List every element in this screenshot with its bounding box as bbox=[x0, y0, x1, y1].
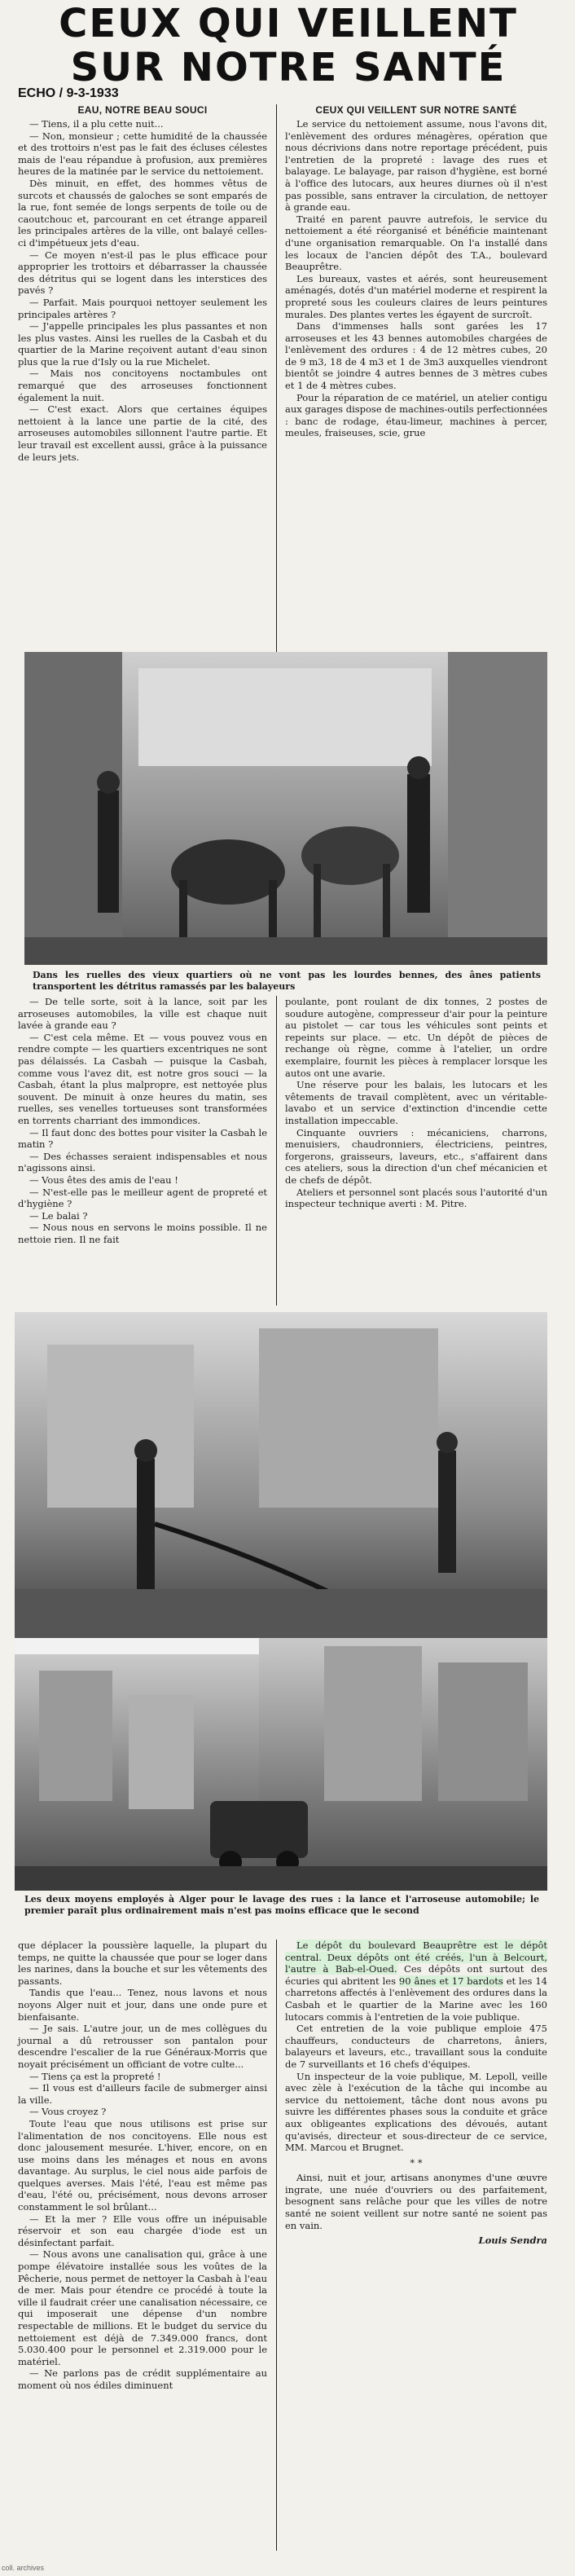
paragraph: Tandis que l'eau... Tenez, nous lavons et nous noyons Alger nuit et jour, dans une onde pure et bienfaisante. bbox=[18, 1987, 267, 2023]
paragraph: — Le balai ? bbox=[29, 1209, 88, 1222]
photo-donkeys-casbah bbox=[24, 652, 547, 965]
right-column-1 bbox=[285, 104, 547, 439]
paragraph: — N'est-elle pas le meilleur agent de propreté et d'hygiène ? bbox=[18, 1186, 267, 1210]
paragraph: Toute l'eau que nous utilisons est prise sur l'alimentation de nos concitoyens. Elle nous est donc jalousement mesurée. L'hiver, encore, on en use moins dans les ménages et nous en avons davantage. Au surplus, le ciel nous aide parfois de quelques averses. Mais l'été, l'eau est même pas d'eau, l'été ou, précisément, nous devons arroser constamment le sol brûlant... bbox=[18, 2117, 267, 2213]
paragraph: — Il vous est d'ailleurs facile de submerger ainsi la ville. bbox=[18, 2082, 267, 2106]
paragraph: — Et la mer ? Elle vous offre un inépuisable réservoir et son eau chargée d'iode est un désinfectant parfait. bbox=[18, 2213, 267, 2248]
paragraph: — C'est cela même. Et — vous pouvez vous en rendre compte — les quartiers excentriques ne sont pas délaissés. La Casbah — puisque la Casbah, comme vous l'avez dit, est notre gros souci — la Casbah, étant la plus malpropre, est nettoyée plus souvent. De minuit à onze heures du matin, ses ruelles, ses venelles tortueuses sont transformées en torrents charriant des immondices. bbox=[18, 1031, 267, 1126]
paragraph: — Ce moyen n'est-il pas le plus efficace pour approprier les trottoirs et débarrasser la chaussée des détritus qui se logent dans les interstices des pavés ? bbox=[18, 249, 267, 297]
headline-line-2: SUR NOTRE SANTÉ bbox=[70, 45, 507, 90]
left-column-2 bbox=[18, 996, 267, 1245]
paragraph: Les bureaux, vastes et aérés, sont heureusement aménagés, dotés d'un matériel moderne et respirent la propreté sous les couleurs claires de leurs peintures murales. Des plantes vertes les égayent de surcroît. bbox=[285, 272, 547, 320]
paragraph: — Nous avons une canalisation qui, grâce à une pompe élévatoire installée sous les voûtes de la Pêcherie, nous permet de nettoyer la Casbah à l'eau de mer. Mais pour étendre ce procédé à toute la ville il faudrait créer une canalisation nécessaire, ce qui imposerait une dépense d'un nombre respectable de millions. Et le budget du service du nettoiement est déjà de 7.349.000 francs, dont 5.030.400 pour le personnel et 2.319.000 pour le matériel. bbox=[18, 2248, 267, 2367]
column-rule bbox=[276, 1940, 277, 2551]
paragraph: — Je sais. L'autre jour, un de mes collègues du journal a dû retrousser son pantalon pour descendre l'escalier de la rue Généraux-Morris que noyait précisément un officiant de votre culte... bbox=[18, 2023, 267, 2070]
text-span: Ces dépôts ont surtout des écuries qui abritent les bbox=[285, 1963, 547, 1987]
paragraph: Dès minuit, en effet, des hommes vêtus de surcots et chaussés de galoches se sont emparés de la rue, font semée de longs serpents de toile ou de caoutchouc et, parcourant en cet étrange appareil les principales artères de la ville, ont balayé celles-ci d'impétueux jets d'eau. bbox=[18, 177, 267, 249]
paragraph: Une réserve pour les balais, les lutocars et les vêtements de travail complètent, avec un véritable-lavabo et un service d'extinction d'incendie cette installation impeccable. bbox=[285, 1079, 547, 1126]
column-rule bbox=[276, 104, 277, 658]
dateline: ECHO / 9-3-1933 bbox=[18, 86, 119, 100]
photo-donkeys-image bbox=[24, 652, 547, 965]
paragraph: — J'appelle principales les plus passantes et non les plus vastes. Ainsi les ruelles de la Casbah et du quartier de la Marine reçoivent autant d'eau sinon plus que la rue d'Isly ou la rue Michelet. bbox=[18, 320, 267, 368]
paragraph: Pour la réparation de ce matériel, un atelier contigu aux garages dispose de machines-outils perfectionnées : banc de rodage, étau-limeur, machines à percer, meules, fraiseuses, scie, grue bbox=[285, 391, 547, 439]
caption-donkeys: Dans les ruelles des vieux quartiers où ne vont pas les lourdes bennes, des ânes patients transportent les détritus ramassés par les balayeurs bbox=[33, 970, 541, 992]
highlight-depot-central: Le dépôt du boulevard Beauprêtre est le dépôt central. Deux dépôts ont été créés, l'un à Belcourt, l'autre à Bab-el-Oued. bbox=[285, 1940, 547, 1975]
archive-mark: coll. archives bbox=[2, 2564, 45, 2572]
paragraph: Dans d'immenses halls sont garées les 17 arroseuses et les 43 bennes automobiles chargées de l'enlèvement des ordures : 4 de 12 mètres cubes, 20 de 9 m3, 18 de 4 m3 et 1 de 3m3 auxquelles viendront bientôt se joindre 4 autres bennes de 3 mètres cubes et 1 de 4 mètres cubes. bbox=[285, 320, 547, 392]
left-column-1 bbox=[18, 104, 267, 463]
paragraph-highlighted bbox=[285, 1940, 547, 2023]
paragraph: Traité en parent pauvre autrefois, le service du nettoiement a été réorganisé et bénéficie maintenant d'une organisation remarquable. On l'a installé dans les locaux de l'ancien dépôt des T.A., boulevard Beauprêtre. bbox=[285, 213, 547, 273]
left-column-3 bbox=[18, 1940, 267, 2392]
paragraph: — Vous êtes des amis de l'eau ! bbox=[29, 1174, 178, 1186]
subtitle-right: CEUX QUI VEILLENT SUR NOTRE SANTÉ bbox=[315, 104, 517, 116]
author-signature: Louis Sendra bbox=[478, 2235, 547, 2247]
right-column-3 bbox=[285, 1940, 547, 2247]
paragraph: que déplacer la poussière laquelle, la plupart du temps, ne quitte la chaussée que pour se loger dans les narines, dans la bouche et sur les vêtements des passants. bbox=[18, 1940, 267, 1987]
highlight-donkeys-count: 90 ânes et 17 bardots bbox=[398, 1975, 503, 1987]
paragraph: — Mais nos concitoyens noctambules ont remarqué que des arroseuses fonctionnent également la nuit. bbox=[18, 368, 267, 403]
paragraph: poulante, pont roulant de dix tonnes, 2 postes de soudure autogène, compresseur d'air pour la peinture au pistolet — car tous les véhicules sont peints et repeints sur place. — etc. Un dépôt de pièces de rechange où règne, comme à l'atelier, un ordre exemplaire, fournit les pièces à remplacer lorsque les autos ont une avarie. bbox=[285, 996, 547, 1079]
page-headline bbox=[11, 2, 565, 90]
paragraph: Le service du nettoiement assume, nous l'avons dit, l'enlèvement des ordures ménagères, opération que nous décrivions dans notre reportage précédent, puis l'entretien de la propreté : lavage des rues et balayage. Le balayage, par raison d'hygiène, est borné à l'office des lutocars, aux heures diurnes où il n'est pas possible, sans entraver la circulation, de nettoyer à grande eau. bbox=[285, 118, 547, 214]
paragraph: — Vous croyez ? bbox=[29, 2106, 107, 2118]
paragraph: — Ne parlons pas de crédit supplémentaire au moment où nos édiles diminuent bbox=[18, 2367, 267, 2391]
subtitle-left: EAU, NOTRE BEAU SOUCI bbox=[77, 104, 208, 116]
paragraph: Cinquante ouvriers : mécaniciens, charrons, menuisiers, chaudronniers, électriciens, peintres, forgerons, graisseurs, laveurs, etc., s'affairent dans ces ateliers, sous la direction d'un chef mécanicien et de chefs de dépôt. bbox=[285, 1126, 547, 1186]
paragraph: — De telle sorte, soit à la lance, soit par les arroseuses automobiles, la ville est chaque nuit lavée à grande eau ? bbox=[18, 996, 267, 1032]
paragraph: Un inspecteur de la voie publique, M. Lepoll, veille avec zèle à l'exécution de la tâche qui incombe au service du nettoiement, tâche dont nous avons pu suivre les différentes phases sous la conduite et grâce aux obligeantes explications des dévoués, autant qu'avisés, directeur et sous-directeur de ce service, MM. Marcou et Brugnet. bbox=[285, 2070, 547, 2154]
right-column-2 bbox=[285, 996, 547, 1210]
column-rule bbox=[276, 996, 277, 1306]
paragraph: — Tiens ça est la propreté ! bbox=[29, 2070, 161, 2082]
paragraph: — Non, monsieur ; cette humidité de la chaussée et des trottoirs n'est pas le fait des écluses célestes mais de l'eau répandue à profusion, aux premières heures de la matinée par le service du nettoiement. bbox=[18, 130, 267, 178]
paragraph: Ainsi, nuit et jour, artisans anonymes d'une œuvre ingrate, une nuée d'ouvriers ou des parfaitement, besognent sans relâche pour que les villes de notre santé ne soient veillent sur notre santé ne soient pas en vain. bbox=[285, 2172, 547, 2231]
text-span: et les 14 charretons affectés à l'enlèvement des ordures dans la Casbah et le quartier de la Marine avec les 160 lutocars commis à l'entretien de la voie publique. bbox=[285, 1975, 547, 2023]
section-stars: * * bbox=[410, 2156, 423, 2169]
paragraph: — Des échasses seraient indispensables et nous n'agissons ainsi. bbox=[18, 1150, 267, 1174]
paragraph: — C'est exact. Alors que certaines équipes nettoient à la lance une partie de la cité, des arroseuses automobiles sillonnent l'autre partie. Et leur travail est excellent aussi, grâce à la puissance de leurs jets. bbox=[18, 403, 267, 463]
paragraph: Cet entretien de la voie publique emploie 475 chauffeurs, conducteurs de charretons, âniers, balayeurs et laveurs, etc., travaillant sous la conduite de 7 surveillants et 16 chefs d'équipes. bbox=[285, 2023, 547, 2070]
photo-street-washing-image bbox=[15, 1312, 547, 1891]
paragraph: Ateliers et personnel sont placés sous l'autorité d'un inspecteur technique averti : M. Pitre. bbox=[285, 1186, 547, 1210]
paragraph: — Il faut donc des bottes pour visiter la Casbah le matin ? bbox=[18, 1126, 267, 1151]
headline-line-1: CEUX QUI VEILLENT bbox=[59, 1, 518, 46]
paragraph: — Tiens, il a plu cette nuit... bbox=[29, 118, 164, 130]
photo-street-washing bbox=[15, 1312, 547, 1891]
caption-street-washing: Les deux moyens employés à Alger pour le lavage des rues : la lance et l'arroseuse automobile; le premier paraît plus ordinairement mais n'est pas moins efficace que le second bbox=[24, 1894, 539, 1916]
paragraph: — Nous nous en servons le moins possible. Il ne nettoie rien. Il ne fait bbox=[18, 1222, 267, 1245]
paragraph: — Parfait. Mais pourquoi nettoyer seulement les principales artères ? bbox=[18, 296, 267, 320]
